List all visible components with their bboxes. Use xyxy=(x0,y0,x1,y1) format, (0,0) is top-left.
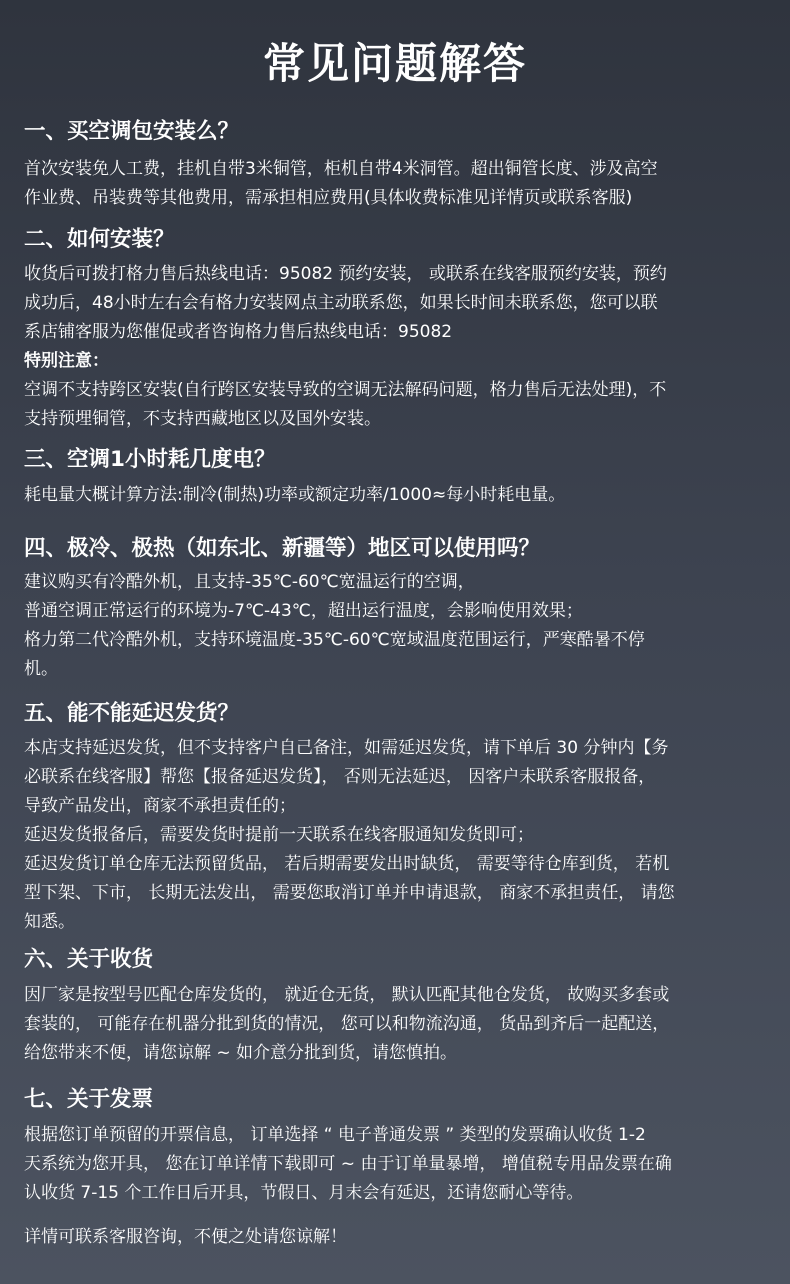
faq-item-5 xyxy=(24,699,772,937)
faq-question: 二、如何安装？ xyxy=(24,227,175,252)
faq-question: 五、能不能延迟发货？ xyxy=(24,701,240,726)
answer-line: 建议购买有冷酷外机，且支持-35℃-60℃宽温运行的空调， xyxy=(24,572,475,592)
faq-item-6 xyxy=(24,945,772,1068)
answer-line: 耗电量大概计算方法:制冷(制热)功率或额定功率/1000≈每小时耗电量。 xyxy=(24,485,566,505)
faq-question: 六、关于收货 xyxy=(24,947,154,972)
faq-answer xyxy=(24,155,772,213)
answer-line: 收货后可拨打格力售后热线电话：95082 预约安装， 或联系在线客服预约安装，预约 xyxy=(24,264,667,284)
answer-line: 套装的， 可能存在机器分批到货的情况， 您可以和物流沟通， 货品到齐后一起配送， xyxy=(24,1014,670,1034)
answer-line: 空调不支持跨区安装(自行跨区安装导致的空调无法解码问题，格力售后无法处理)，不 xyxy=(24,380,667,400)
answer-line: 作业费、吊装费等其他费用，需承担相应费用(具体收费标准见详情页或联系客服) xyxy=(24,188,633,208)
answer-line: 延迟发货报备后，需要发货时提前一天联系在线客服通知发货即可； xyxy=(24,825,534,845)
faq-item-4 xyxy=(24,534,772,684)
faq-item-7 xyxy=(24,1085,772,1208)
answer-line: 根据您订单预留的开票信息， 订单选择 “ 电子普通发票 ” 类型的发票确认收货 1-2 xyxy=(24,1125,646,1145)
faq-item-1 xyxy=(24,117,772,213)
faq-answer xyxy=(24,260,772,434)
answer-line: 因厂家是按型号匹配仓库发货的， 就近仓无货， 默认匹配其他仓发货， 故购买多套或 xyxy=(24,985,670,1005)
page-title: 常见问题解答 xyxy=(262,39,527,88)
faq-answer xyxy=(24,734,772,937)
answer-line: 成功后，48小时左右会有格力安装网点主动联系您，如果长时间未联系您，您可以联 xyxy=(24,293,658,313)
faq-answer xyxy=(24,481,772,510)
faq-item-2 xyxy=(24,225,772,434)
answer-line: 延迟发货订单仓库无法预留货品， 若后期需要发出时缺货， 需要等待仓库到货， 若机 xyxy=(24,854,670,874)
answer-line: 首次安装免人工费，挂机自带3米铜管，柜机自带4米洞管。超出铜管长度、涉及高空 xyxy=(24,159,658,179)
footer-note: 详情可联系客服咨询，不便之处请您谅解！ xyxy=(24,1227,347,1247)
answer-line: 本店支持延迟发货，但不支持客户自己备注，如需延迟发货，请下单后 30 分钟内【务 xyxy=(24,738,669,758)
answer-line: 必联系在线客服】帮您【报备延迟发货】， 否则无法延迟， 因客户未联系客服报备， xyxy=(24,767,656,787)
faq-question: 七、关于发票 xyxy=(24,1087,154,1112)
answer-line: 普通空调正常运行的环境为-7℃-43℃，超出运行温度，会影响使用效果； xyxy=(24,601,583,621)
faq-question: 一、买空调包安装么？ xyxy=(24,119,240,144)
answer-line: 型下架、下市， 长期无法发出， 需要您取消订单并申请退款， 商家不承担责任， 请您 xyxy=(24,883,675,903)
answer-line: 系店铺客服为您催促或者咨询格力售后热线电话：95082 xyxy=(24,322,453,342)
answer-line: 给您带来不便，请您谅解 ~ 如介意分批到货，请您慎拍。 xyxy=(24,1043,458,1063)
faq-answer xyxy=(24,981,772,1068)
answer-line: 导致产品发出，商家不承担责任的； xyxy=(24,796,296,816)
answer-line: 格力第二代冷酷外机，支持环境温度-35℃-60℃宽域温度范围运行，严寒酷暑不停 xyxy=(24,630,645,650)
answer-line: 天系统为您开具， 您在订单详情下载即可 ~ 由于订单量暴增， 增值税专用品发票在确 xyxy=(24,1154,672,1174)
answer-line: 机。 xyxy=(24,659,58,679)
faq-question: 三、空调1小时耗几度电？ xyxy=(24,447,276,472)
answer-line: 认收货 7-15 个工作日后开具，节假日、月末会有延迟，还请您耐心等待。 xyxy=(24,1183,584,1203)
faq-answer xyxy=(24,1121,772,1208)
answer-line: 知悉。 xyxy=(24,912,75,932)
faq-answer xyxy=(24,568,772,684)
faq-item-3 xyxy=(24,445,772,510)
answer-line: 支持预埋铜管，不支持西藏地区以及国外安装。 xyxy=(24,409,381,429)
faq-question: 四、极冷、极热（如东北、新疆等）地区可以使用吗？ xyxy=(24,536,541,561)
special-note-label: 特别注意： xyxy=(24,351,109,371)
